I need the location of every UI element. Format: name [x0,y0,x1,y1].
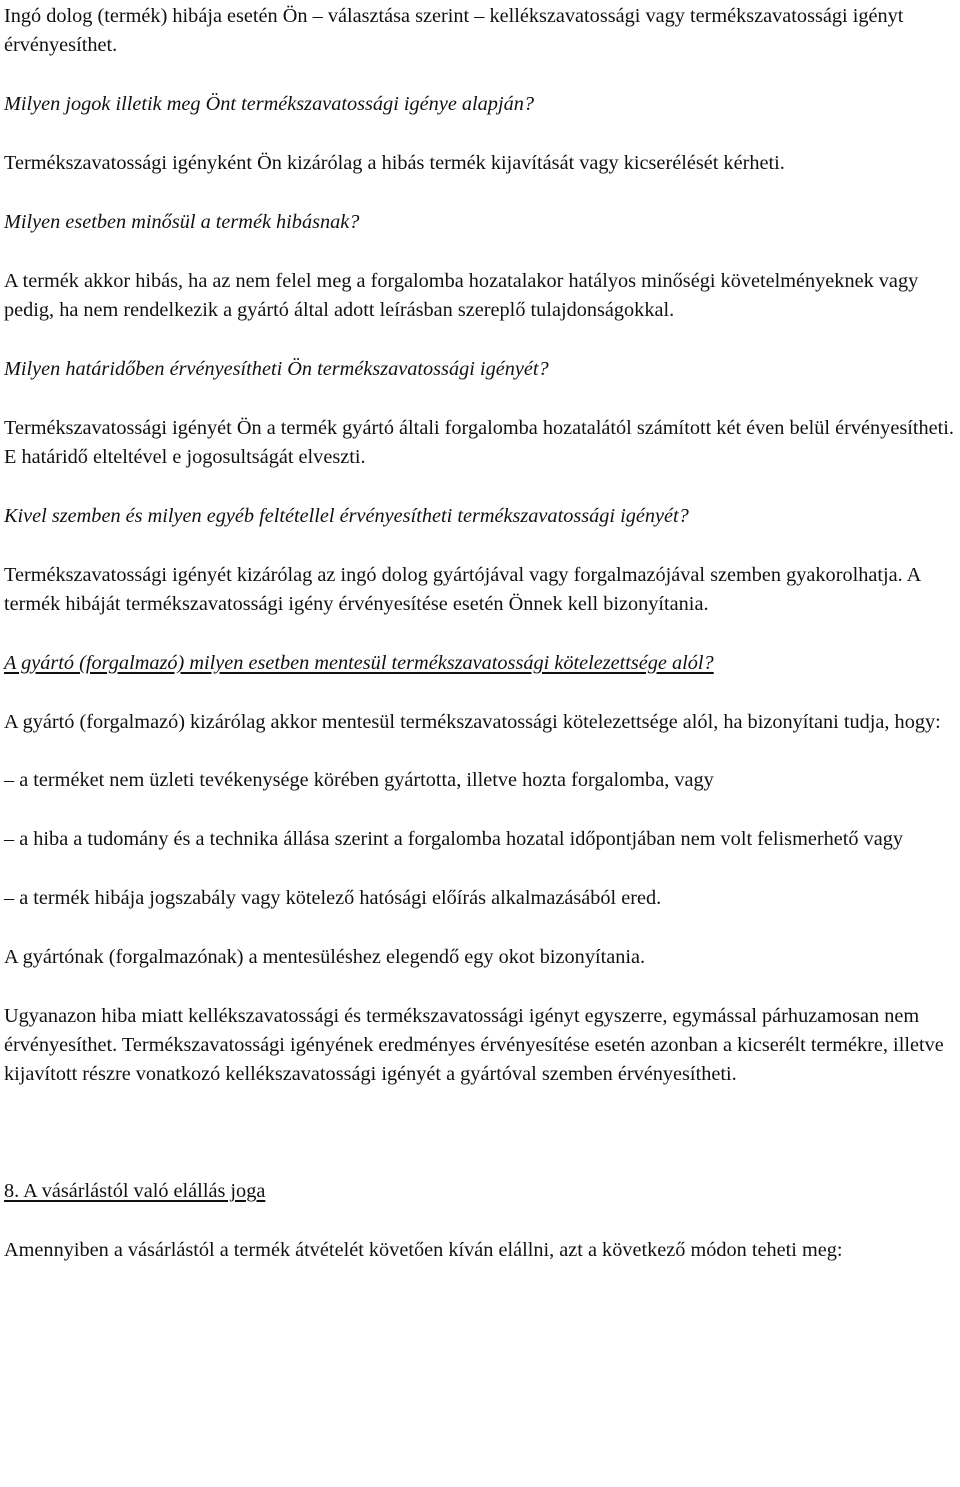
question-rights: Milyen jogok illetik meg Önt termékszavatossági igénye alapján? [4,93,535,116]
section-heading: 8. A vásárlástól való elállás joga [4,1180,266,1203]
answer-exemption: A gyártó (forgalmazó) kizárólag akkor mentesül termékszavatossági kötelezettsége alól, ha bizonyítani tudja, hogy: [4,710,941,733]
spacer [4,1148,956,1177]
question-against-whom: Kivel szemben és milyen egyéb feltétellel érvényesítheti termékszavatossági igényét? [4,504,689,527]
spacer [4,237,956,266]
answer-rights: Termékszavatossági igényként Ön kizárólag a hibás termék kijavítását vagy kicserélését kérheti. [4,152,785,174]
answer-defective: A termék akkor hibás, ha az nem felel meg a forgalomba hozatalakor hatályos minőségi követelményeknek vagy pedig, ha nem rendelkezik a gyártó által adott leírásban szereplő tulajdonságokkal. [4,269,919,321]
intro-paragraph: Ingó dolog (termék) hibája esetén Ön – választása szerint – kellékszavatossági vagy termékszavatossági igényt érvényesíthet. [4,5,904,57]
exemption-list-item: – a hiba a tudomány és a technika állása szerint a forgalomba hozatal időpontjában nem volt felismerhető vagy [4,828,904,851]
spacer [4,472,956,501]
combined-claims-paragraph: Ugyanazon hiba miatt kellékszavatossági és termékszavatossági igényt egyszerre, egymással párhuzamosan nem érvényesíthet. Termékszavatossági igényének eredményes érvényesítése esetén azonban a kicserélt termékre, illetve kijavított részre vonatkozó kellékszavatossági igényét a gyártóval szemben érvényesítheti. [4,1004,944,1086]
spacer [4,855,956,884]
answer-deadline: Termékszavatossági igényét Ön a termék gyártó általi forgalomba hozatalától számított két éven belül érvényesítheti. E határidő elteltével e jogosultságát elveszti. [4,416,954,468]
spacer [4,737,956,766]
spacer [4,120,956,149]
spacer [4,972,956,1001]
question-exemption: A gyártó (forgalmazó) milyen esetben mentesül termékszavatossági kötelezettsége alól? [4,651,714,674]
withdrawal-paragraph: Amennyiben a vásárlástól a termék átvételét követően kíván elállni, azt a következő módon teheti meg: [4,1238,843,1261]
exemption-list-item: – a termék hibája jogszabály vagy kötelező hatósági előírás alkalmazásából ered. [4,886,662,909]
spacer [4,1207,956,1236]
spacer [4,796,956,825]
spacer [4,619,956,648]
spacer [4,531,956,560]
spacer [4,61,956,90]
spacer [4,1090,956,1148]
answer-against-whom: Termékszavatossági igényét kizárólag az ingó dolog gyártójával vagy forgalmazójával szemben gyakorolhatja. A termék hibáját termékszavatossági igény érvényesítése esetén Önnek kell bizonyítania. [4,563,921,615]
exemption-list-item: – a terméket nem üzleti tevékenysége körében gyártotta, illetve hozta forgalomba, vagy [4,769,714,792]
spacer [4,913,956,942]
spacer [4,384,956,413]
spacer [4,678,956,707]
spacer [4,178,956,207]
document-page [4,2,956,1265]
question-defective: Milyen esetben minősül a termék hibásnak? [4,210,360,233]
question-deadline: Milyen határidőben érvényesítheti Ön termékszavatossági igényét? [4,357,549,380]
exemption-reason-paragraph: A gyártónak (forgalmazónak) a mentesüléshez elegendő egy okot bizonyítania. [4,945,646,968]
spacer [4,325,956,354]
